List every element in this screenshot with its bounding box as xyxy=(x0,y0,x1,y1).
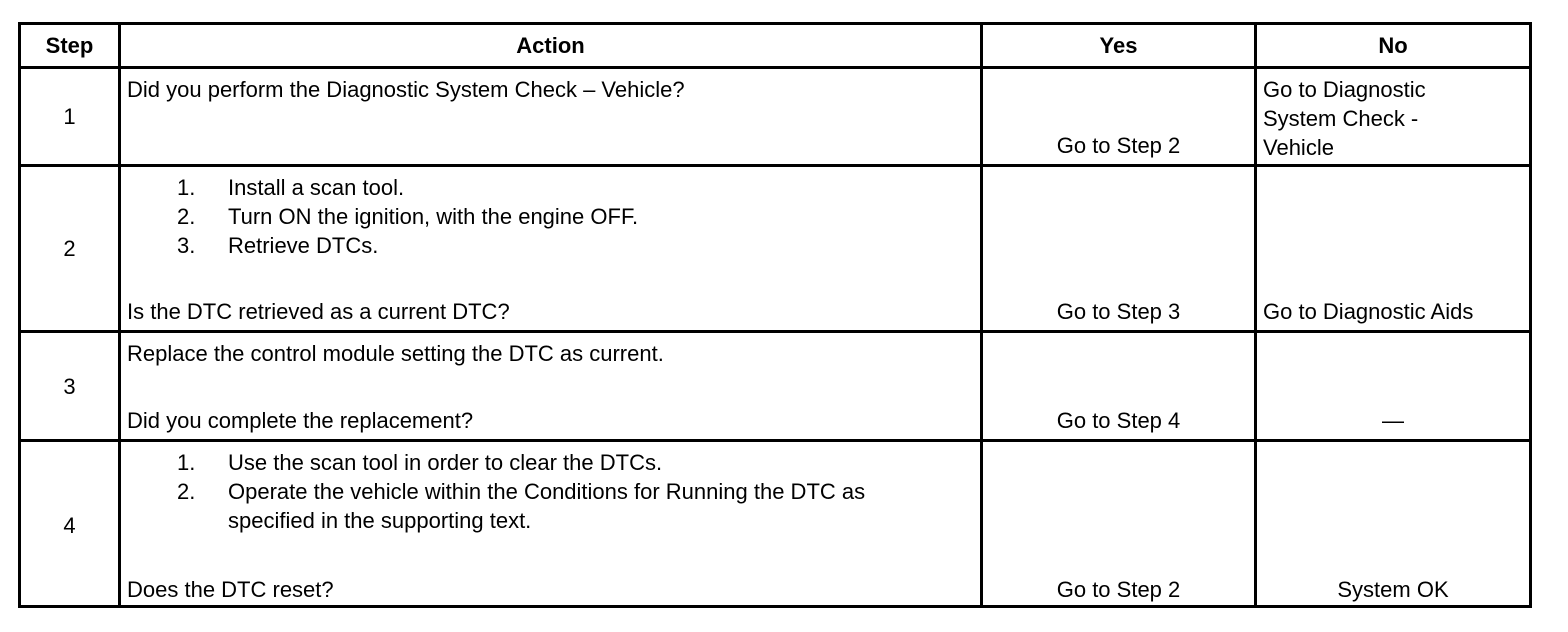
yes-link[interactable]: Go to Step 3 xyxy=(1056,299,1181,324)
action-question: Does the DTC reset? xyxy=(127,577,334,602)
diagnostic-table xyxy=(18,22,1532,608)
no-result xyxy=(1257,167,1529,330)
action-question: Is the DTC retrieved as a current DTC? xyxy=(127,299,510,324)
action-cell xyxy=(121,442,983,608)
no-result xyxy=(1257,442,1529,608)
list-item: 3. Retrieve DTCs. xyxy=(177,233,379,258)
list-item: 2. Turn ON the ignition, with the engine OFF. xyxy=(177,204,639,229)
table-row xyxy=(21,333,1529,442)
table-header-row xyxy=(21,25,1529,69)
table-row xyxy=(21,167,1529,333)
no-link[interactable]: Go to Diagnostic System Check - Vehicle xyxy=(1263,77,1426,160)
action-steps-list xyxy=(127,448,974,535)
yes-result xyxy=(983,167,1257,330)
header-action: Action xyxy=(121,25,983,66)
table-row xyxy=(21,69,1529,167)
yes-result xyxy=(983,442,1257,608)
list-item: 2. Operate the vehicle within the Conditions for Running the DTC as specified in the supporting text. xyxy=(177,479,866,533)
action-text: Replace the control module setting the DTC as current. xyxy=(127,341,664,366)
yes-result xyxy=(983,333,1257,439)
action-cell xyxy=(121,167,983,330)
no-dash: — xyxy=(1382,408,1404,433)
header-step: Step xyxy=(21,25,121,66)
list-item: 1. Install a scan tool. xyxy=(177,175,405,200)
table-row xyxy=(21,442,1529,608)
no-link[interactable]: Go to Diagnostic Aids xyxy=(1263,299,1474,324)
header-yes: Yes xyxy=(983,25,1257,66)
no-result xyxy=(1257,333,1529,439)
step-number: 1 xyxy=(21,69,121,164)
header-no: No xyxy=(1378,32,1408,58)
action-cell xyxy=(121,333,983,439)
action-text: Did you perform the Diagnostic System Check – Vehicle? xyxy=(121,69,983,164)
step-number: 3 xyxy=(21,333,121,439)
step-number: 4 xyxy=(21,442,121,608)
yes-link[interactable]: Go to Step 2 xyxy=(1056,577,1181,602)
yes-result xyxy=(983,69,1257,164)
action-question: Did you complete the replacement? xyxy=(127,408,474,433)
step-number: 2 xyxy=(21,167,121,330)
yes-link[interactable]: Go to Step 2 xyxy=(1056,133,1181,158)
list-item: 1. Use the scan tool in order to clear the DTCs. xyxy=(177,450,663,475)
no-result xyxy=(1257,69,1529,164)
no-status: System OK xyxy=(1337,577,1449,602)
yes-link[interactable]: Go to Step 4 xyxy=(1056,408,1181,433)
action-steps-list xyxy=(127,173,974,260)
